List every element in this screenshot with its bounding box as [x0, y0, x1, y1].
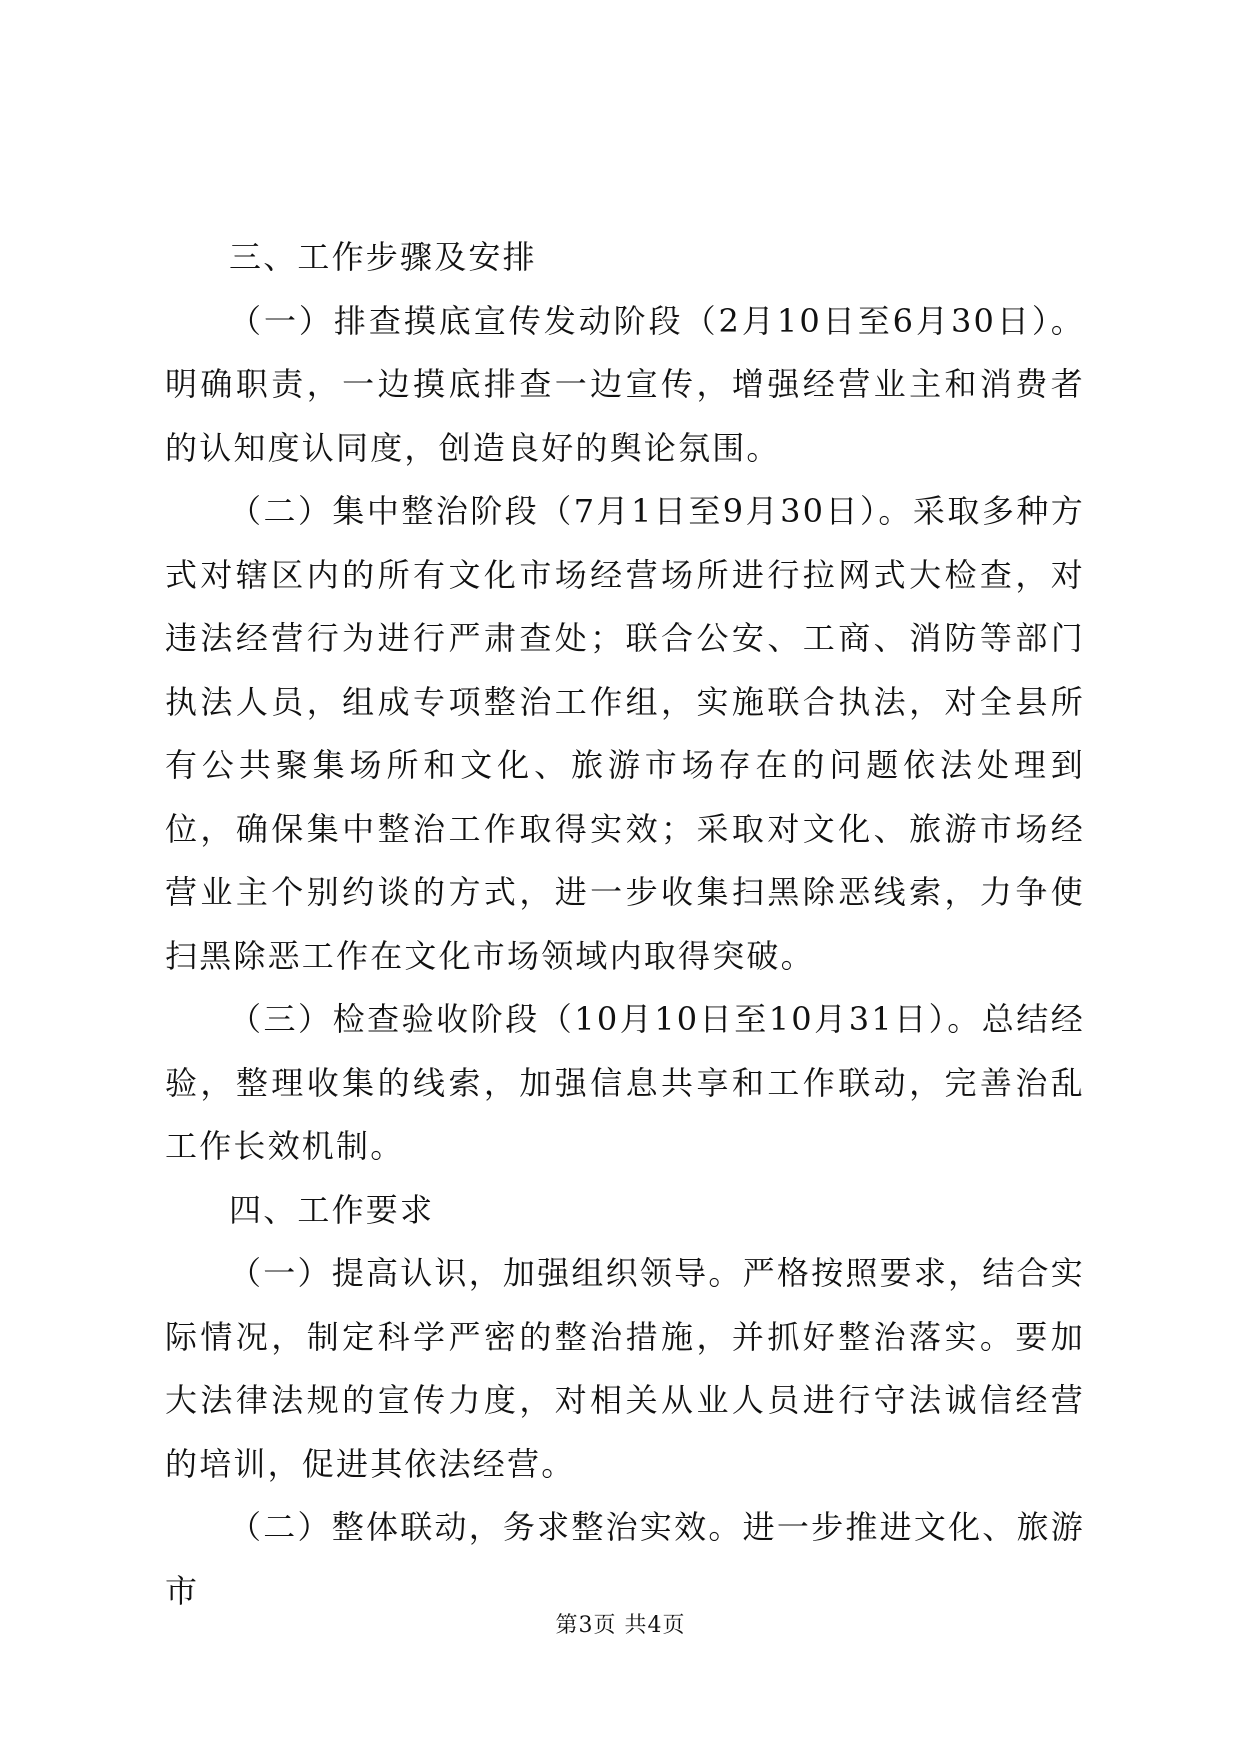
- section-heading-4: 四、工作要求: [229, 1190, 435, 1229]
- document-body: [165, 226, 1085, 1623]
- paragraph-requirement-1: （一）提高认识，加强组织领导。严格按照要求，结合实际情况，制定科学严密的整治措施，并抓好整治落实。要加大法律法规的宣传力度，对相关从业人员进行守法诚信经营的培训，促进其依法经营。: [165, 1254, 1085, 1483]
- paragraph-stage-2: （二）集中整治阶段（7月1日至9月30日）。采取多种方式对辖区内的所有文化市场经营场所进行拉网式大检查，对违法经营行为进行严肃查处；联合公安、工商、消防等部门执法人员，组成专项整治工作组，实施联合执法，对全县所有公共聚集场所和文化、旅游市场存在的问题依法处理到位，确保集中整治工作取得实效；采取对文化、旅游市场经营业主个别约谈的方式，进一步收集扫黑除恶线索，力争使扫黑除恶工作在文化市场领域内取得突破。: [165, 492, 1085, 975]
- section-heading-3: 三、工作步骤及安排: [229, 238, 537, 276]
- page-number-footer: 第3页 共4页: [555, 1613, 686, 1638]
- paragraph-stage-3: （三）检查验收阶段（10月10日至10月31日）。总结经验，整理收集的线索，加强信息共享和工作联动，完善治乱工作长效机制。: [165, 1000, 1085, 1165]
- paragraph-stage-1: （一）排查摸底宣传发动阶段（2月10日至6月30日）。明确职责，一边摸底排查一边宣传，增强经营业主和消费者的认知度认同度，创造良好的舆论氛围。: [165, 301, 1085, 467]
- paragraph-requirement-2: （二）整体联动，务求整治实效。进一步推进文化、旅游市: [165, 1508, 1085, 1610]
